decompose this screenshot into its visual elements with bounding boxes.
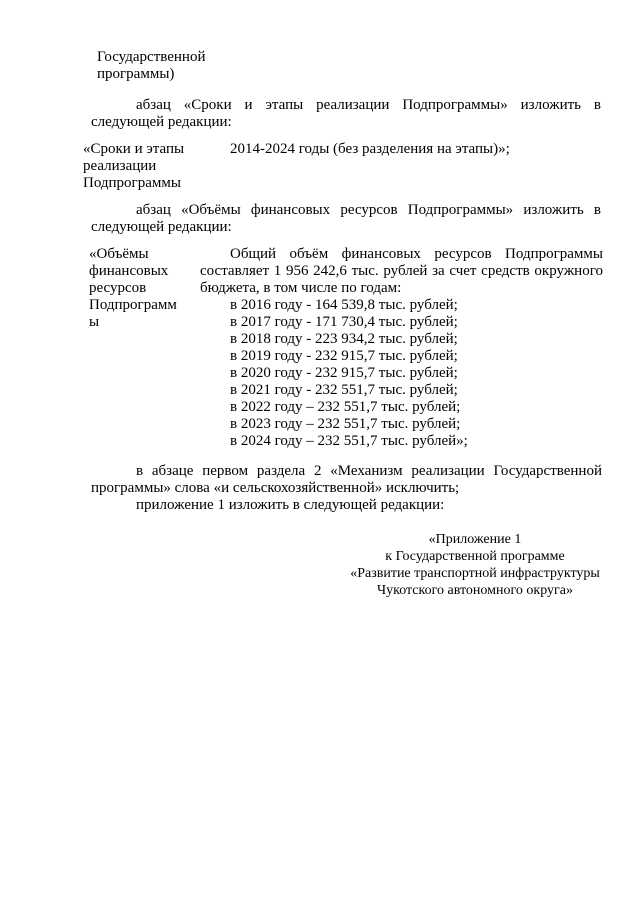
volumes-year-row: в 2019 году - 232 915,7 тыс. рублей; [230, 348, 458, 364]
volumes-year-row: в 2017 году - 171 730,4 тыс. рублей; [230, 314, 458, 330]
para-terms-line2: следующей редакции: [91, 114, 232, 130]
para-terms-line1: абзац «Сроки и этапы реализации Подпрограммы» изложить в [136, 97, 601, 113]
volumes-year-row: в 2023 году – 232 551,7 тыс. рублей; [230, 416, 461, 432]
volumes-label-line2: финансовых [89, 263, 169, 279]
volumes-label-line3: ресурсов [89, 280, 147, 296]
volumes-intro-line1: Общий объём финансовых ресурсов Подпрограммы [230, 246, 603, 262]
volumes-year-row: в 2016 году - 164 539,8 тыс. рублей; [230, 297, 458, 313]
volumes-year-row: в 2021 году - 232 551,7 тыс. рублей; [230, 382, 458, 398]
volumes-intro-line2: составляет 1 956 242,6 тыс. рублей за счет средств окружного [200, 263, 603, 279]
volumes-year-row: в 2020 году - 232 915,7 тыс. рублей; [230, 365, 458, 381]
terms-label-line3: Подпрограммы [83, 175, 181, 191]
terms-label-line1: «Сроки и этапы [83, 141, 185, 157]
volumes-year-row: в 2022 году – 232 551,7 тыс. рублей; [230, 399, 461, 415]
header-fragment-line2: программы) [97, 66, 175, 82]
appendix-line2: к Государственной программе [385, 549, 565, 564]
para-volumes-line2: следующей редакции: [91, 219, 232, 235]
volumes-label-line5: ы [89, 314, 100, 330]
para-volumes-line1: абзац «Объёмы финансовых ресурсов Подпрограммы» изложить в [136, 202, 601, 218]
header-fragment-line1: Государственной [97, 49, 206, 65]
volumes-label-line1: «Объёмы [89, 246, 149, 262]
appendix-line4: Чукотского автономного округа» [377, 583, 573, 598]
volumes-year-row: в 2024 году – 232 551,7 тыс. рублей»; [230, 433, 468, 449]
volumes-year-row: в 2018 году - 223 934,2 тыс. рублей; [230, 331, 458, 347]
volumes-label-line4: Подпрограмм [89, 297, 177, 313]
terms-label-line2: реализации [83, 158, 157, 174]
appendix-line1: «Приложение 1 [428, 532, 522, 547]
volumes-intro-line3: бюджета, в том числе по годам: [200, 280, 402, 296]
para-mechanism-line1: в абзаце первом раздела 2 «Механизм реализации Государственной [136, 463, 602, 479]
para-mechanism-line2: программы» слова «и сельскохозяйственной» исключить; [91, 480, 460, 496]
appendix-line3: «Развитие транспортной инфраструктуры [350, 566, 600, 581]
terms-value: 2014-2024 годы (без разделения на этапы)»; [230, 141, 510, 157]
para-mechanism-line3: приложение 1 изложить в следующей редакции: [136, 497, 445, 513]
